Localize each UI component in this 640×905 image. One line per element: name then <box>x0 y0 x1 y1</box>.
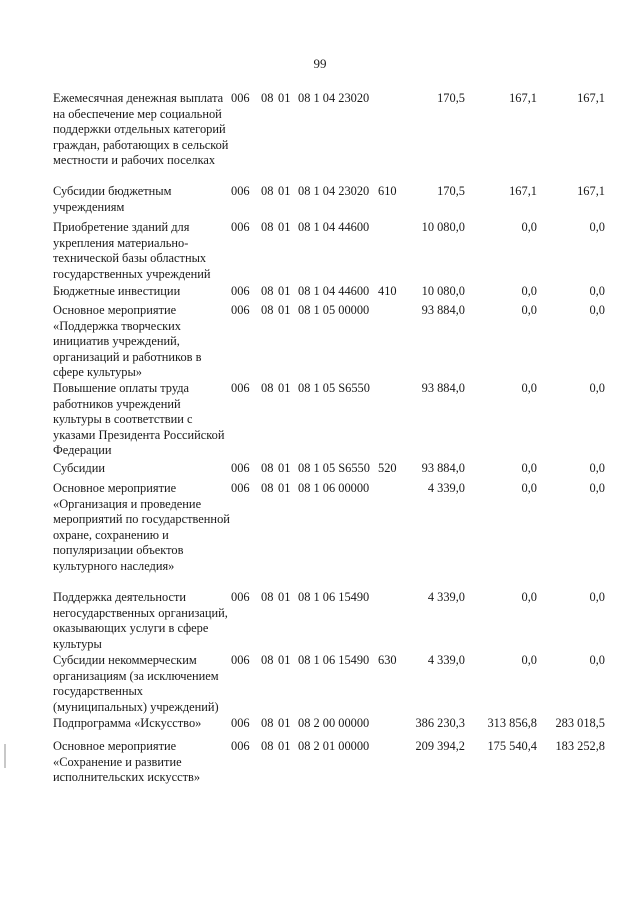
cell-rz: 08 <box>261 284 274 298</box>
cell-rz: 08 <box>261 739 274 753</box>
cell-vr: 410 <box>378 284 397 298</box>
row-name: Субсидии <box>53 461 105 475</box>
cell-pr: 01 <box>278 303 291 317</box>
cell-value-3: 0,0 <box>589 284 605 298</box>
scan-margin-mark <box>4 744 6 768</box>
cell-ved: 006 <box>231 739 250 753</box>
cell-pr: 01 <box>278 91 291 105</box>
cell-csr: 08 2 00 00000 <box>298 716 370 730</box>
cell-ved: 006 <box>231 716 250 730</box>
cell-vr: 630 <box>378 653 397 667</box>
cell-rz: 08 <box>261 461 274 475</box>
row-name: Повышение оплаты труда работников учреждений культуры в соответствии с указами Президента Российской Федерации <box>53 381 225 458</box>
cell-csr: 08 1 04 23020 <box>298 184 370 198</box>
row-name: Ежемесячная денежная выплата на обеспечение мер социальной поддержки отдельных категорий граждан, работающих в сельской местности и рабочих поселках <box>53 91 229 168</box>
cell-value-3: 0,0 <box>589 590 605 604</box>
cell-ved: 006 <box>231 220 250 234</box>
cell-pr: 01 <box>278 184 291 198</box>
row-name: Основное мероприятие «Организация и проведение мероприятий по государственной охране, сохранению и популяризации объектов культурного наследия» <box>53 481 230 573</box>
cell-pr: 01 <box>278 461 291 475</box>
cell-value-1: 386 230,3 <box>415 716 465 730</box>
cell-pr: 01 <box>278 590 291 604</box>
row-name: Поддержка деятельности негосударственных организаций, оказывающих услуги в сфере культуры <box>53 590 228 651</box>
cell-csr: 08 1 05 00000 <box>298 303 370 317</box>
cell-ved: 006 <box>231 303 250 317</box>
cell-value-2: 0,0 <box>521 303 537 317</box>
cell-csr: 08 1 06 15490 <box>298 653 370 667</box>
cell-csr: 08 1 05 S6550 <box>298 381 370 395</box>
cell-value-3: 0,0 <box>589 461 605 475</box>
cell-csr: 08 1 06 15490 <box>298 590 370 604</box>
cell-value-1: 10 080,0 <box>421 284 465 298</box>
row-name: Подпрограмма «Искусство» <box>53 716 202 730</box>
cell-value-1: 4 339,0 <box>427 590 465 604</box>
cell-value-1: 170,5 <box>437 184 465 198</box>
cell-rz: 08 <box>261 91 274 105</box>
cell-csr: 08 1 04 44600 <box>298 220 370 234</box>
cell-rz: 08 <box>261 590 274 604</box>
cell-pr: 01 <box>278 739 291 753</box>
cell-ved: 006 <box>231 381 250 395</box>
cell-rz: 08 <box>261 481 274 495</box>
cell-ved: 006 <box>231 284 250 298</box>
cell-value-3: 167,1 <box>577 184 605 198</box>
cell-value-1: 4 339,0 <box>427 481 465 495</box>
cell-rz: 08 <box>261 381 274 395</box>
row-name: Приобретение зданий для укрепления материально-технической базы областных государственных учреждений <box>53 220 211 281</box>
cell-value-3: 0,0 <box>589 653 605 667</box>
cell-ved: 006 <box>231 590 250 604</box>
cell-rz: 08 <box>261 653 274 667</box>
cell-pr: 01 <box>278 220 291 234</box>
row-name: Субсидии бюджетным учреждениям <box>53 184 172 214</box>
row-name: Бюджетные инвестиции <box>53 284 181 298</box>
cell-value-3: 0,0 <box>589 481 605 495</box>
cell-value-2: 0,0 <box>521 284 537 298</box>
cell-value-2: 175 540,4 <box>487 739 537 753</box>
cell-vr: 520 <box>378 461 397 475</box>
cell-value-1: 10 080,0 <box>421 220 465 234</box>
cell-pr: 01 <box>278 716 291 730</box>
cell-vr: 610 <box>378 184 397 198</box>
cell-pr: 01 <box>278 481 291 495</box>
cell-value-1: 93 884,0 <box>421 461 465 475</box>
cell-rz: 08 <box>261 220 274 234</box>
cell-value-1: 170,5 <box>437 91 465 105</box>
cell-rz: 08 <box>261 303 274 317</box>
cell-csr: 08 1 04 23020 <box>298 91 370 105</box>
cell-csr: 08 1 05 S6550 <box>298 461 370 475</box>
cell-rz: 08 <box>261 184 274 198</box>
cell-value-1: 93 884,0 <box>421 381 465 395</box>
cell-csr: 08 2 01 00000 <box>298 739 370 753</box>
cell-value-1: 209 394,2 <box>415 739 465 753</box>
cell-ved: 006 <box>231 481 250 495</box>
cell-value-1: 93 884,0 <box>421 303 465 317</box>
cell-csr: 08 1 06 00000 <box>298 481 370 495</box>
cell-value-2: 0,0 <box>521 590 537 604</box>
cell-rz: 08 <box>261 716 274 730</box>
cell-value-2: 167,1 <box>509 184 537 198</box>
cell-ved: 006 <box>231 461 250 475</box>
row-name: Основное мероприятие «Сохранение и развитие исполнительских искусств» <box>53 739 201 785</box>
cell-ved: 006 <box>231 184 250 198</box>
cell-value-2: 0,0 <box>521 220 537 234</box>
cell-value-2: 0,0 <box>521 461 537 475</box>
cell-pr: 01 <box>278 653 291 667</box>
cell-value-3: 183 252,8 <box>555 739 605 753</box>
cell-pr: 01 <box>278 284 291 298</box>
cell-value-2: 0,0 <box>521 481 537 495</box>
cell-value-2: 167,1 <box>509 91 537 105</box>
cell-value-3: 283 018,5 <box>555 716 605 730</box>
cell-value-3: 0,0 <box>589 220 605 234</box>
cell-value-3: 0,0 <box>589 303 605 317</box>
cell-ved: 006 <box>231 653 250 667</box>
cell-pr: 01 <box>278 381 291 395</box>
row-name: Субсидии некоммерческим организациям (за исключением государственных (муниципальных) учреждений) <box>53 653 219 714</box>
cell-ved: 006 <box>231 91 250 105</box>
cell-value-1: 4 339,0 <box>427 653 465 667</box>
cell-value-3: 0,0 <box>589 381 605 395</box>
row-name: Основное мероприятие «Поддержка творческих инициатив учреждений, организаций и работников в сфере культуры» <box>53 303 202 380</box>
cell-csr: 08 1 04 44600 <box>298 284 370 298</box>
cell-value-2: 0,0 <box>521 381 537 395</box>
cell-value-3: 167,1 <box>577 91 605 105</box>
page-number: 99 <box>313 56 327 71</box>
cell-value-2: 0,0 <box>521 653 537 667</box>
cell-value-2: 313 856,8 <box>487 716 537 730</box>
